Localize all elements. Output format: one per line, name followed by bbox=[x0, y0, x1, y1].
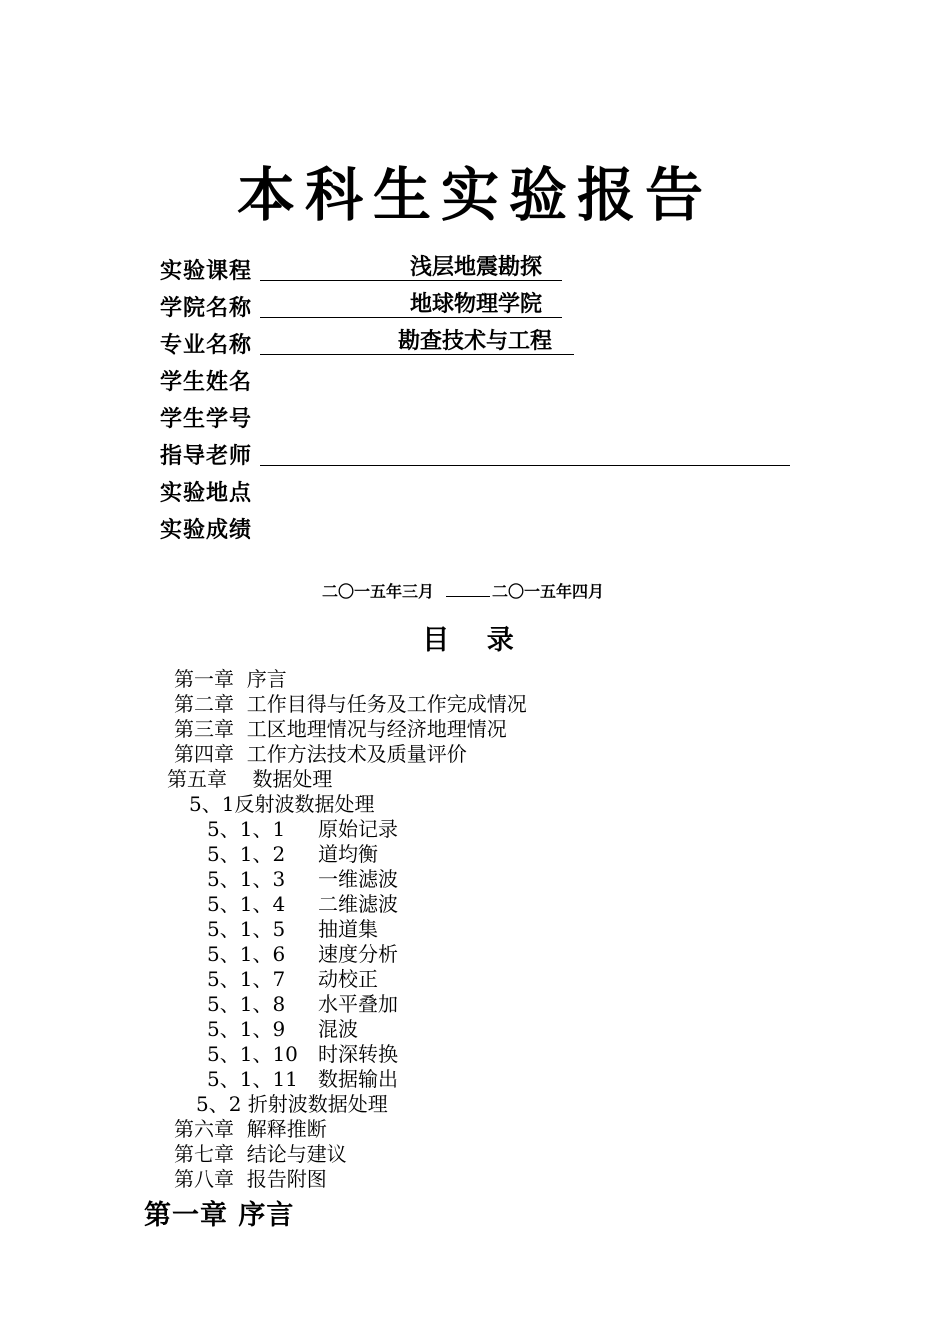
toc-item-number: 5、1、4 bbox=[207, 892, 286, 916]
field-course bbox=[160, 254, 543, 290]
toc-item[interactable] bbox=[207, 1067, 398, 1092]
toc-item[interactable] bbox=[207, 817, 398, 842]
field-label: 学生学号 bbox=[160, 407, 253, 432]
toc-item-text: 数据输出 bbox=[318, 1067, 398, 1091]
toc-item-number: 5、1 bbox=[189, 792, 235, 816]
toc-item-number: 5、1、9 bbox=[207, 1017, 286, 1041]
toc-item-text: 混波 bbox=[318, 1017, 358, 1041]
toc-item-text: 工作方法技术及质量评价 bbox=[246, 742, 467, 766]
field-label: 实验课程 bbox=[160, 259, 253, 284]
field-underline bbox=[260, 328, 574, 355]
toc-item[interactable] bbox=[189, 792, 374, 817]
toc-item-number: 第四章 bbox=[174, 742, 234, 766]
toc-item-text: 数据处理 bbox=[252, 767, 333, 791]
toc-item[interactable] bbox=[207, 892, 398, 917]
chapter-1-heading: 第一章 序言 bbox=[144, 1200, 295, 1231]
field-student-id bbox=[160, 402, 252, 438]
field-major bbox=[160, 328, 553, 364]
toc-item[interactable] bbox=[174, 1142, 347, 1167]
field-value: 地球物理学院 bbox=[410, 292, 543, 317]
toc-item-text: 原始记录 bbox=[318, 817, 398, 841]
period-end: 二〇一五年四月 bbox=[492, 582, 605, 601]
toc-item[interactable] bbox=[207, 1042, 398, 1067]
toc-item[interactable] bbox=[167, 767, 332, 792]
experiment-period bbox=[322, 580, 604, 604]
toc-item-number: 第八章 bbox=[174, 1167, 234, 1191]
toc-item-number: 5、1、11 bbox=[207, 1067, 298, 1091]
field-label: 专业名称 bbox=[160, 333, 253, 358]
report-title: 本科生实验报告 bbox=[236, 161, 713, 229]
toc-item[interactable] bbox=[174, 717, 507, 742]
toc-item-number: 第五章 bbox=[167, 767, 227, 791]
toc-item[interactable] bbox=[174, 1167, 327, 1192]
toc-item-number: 5、1、7 bbox=[207, 967, 286, 991]
toc-item-text: 解释推断 bbox=[246, 1117, 327, 1141]
toc-item-text: 工作目得与任务及工作完成情况 bbox=[246, 692, 527, 716]
toc-item-text: 反射波数据处理 bbox=[234, 792, 375, 816]
toc-item[interactable] bbox=[174, 667, 287, 692]
toc-item-text: 动校正 bbox=[318, 967, 378, 991]
toc-item-text: 折射波数据处理 bbox=[247, 1092, 388, 1116]
toc-item-text: 抽道集 bbox=[318, 917, 378, 941]
toc-item-number: 5、2 bbox=[196, 1092, 242, 1116]
field-grade bbox=[160, 513, 252, 549]
toc-item-number: 5、1、5 bbox=[207, 917, 286, 941]
field-label: 指导老师 bbox=[160, 444, 253, 469]
toc-item-number: 5、1、1 bbox=[207, 817, 286, 841]
field-value: 勘查技术与工程 bbox=[398, 329, 553, 354]
toc-item-text: 结论与建议 bbox=[246, 1142, 347, 1166]
toc-item[interactable] bbox=[174, 1117, 327, 1142]
toc-item-number: 第三章 bbox=[174, 717, 234, 741]
field-advisor bbox=[160, 439, 252, 475]
toc-heading: 目 录 bbox=[422, 625, 528, 656]
field-underline bbox=[260, 291, 562, 318]
field-value: 浅层地震勘探 bbox=[410, 255, 543, 280]
toc-item-text: 工区地理情况与经济地理情况 bbox=[246, 717, 507, 741]
toc-item-text: 一维滤波 bbox=[318, 867, 398, 891]
field-student-name bbox=[160, 365, 252, 401]
field-label: 实验成绩 bbox=[160, 518, 253, 543]
field-underline bbox=[260, 439, 790, 466]
toc-item[interactable] bbox=[174, 692, 527, 717]
toc-item[interactable] bbox=[207, 842, 378, 867]
field-underline bbox=[260, 254, 562, 281]
toc-item-number: 5、1、3 bbox=[207, 867, 286, 891]
toc-item-number: 5、1、2 bbox=[207, 842, 286, 866]
period-separator bbox=[446, 582, 490, 597]
field-label: 学生姓名 bbox=[160, 370, 253, 395]
toc-item-text: 速度分析 bbox=[318, 942, 398, 966]
field-label: 学院名称 bbox=[160, 296, 253, 321]
toc-item-text: 报告附图 bbox=[246, 1167, 327, 1191]
toc-item[interactable] bbox=[207, 867, 398, 892]
toc-item[interactable] bbox=[207, 942, 398, 967]
toc-item-text: 时深转换 bbox=[318, 1042, 398, 1066]
toc-item[interactable] bbox=[207, 917, 378, 942]
period-start: 二〇一五年三月 bbox=[322, 582, 435, 601]
toc-item-number: 第二章 bbox=[174, 692, 234, 716]
toc-item-number: 第六章 bbox=[174, 1117, 234, 1141]
field-label: 实验地点 bbox=[160, 481, 253, 506]
toc-item[interactable] bbox=[196, 1092, 388, 1117]
toc-item-number: 第一章 bbox=[174, 667, 234, 691]
toc-item[interactable] bbox=[174, 742, 467, 767]
toc-item-text: 道均衡 bbox=[318, 842, 378, 866]
toc-item-text: 序言 bbox=[246, 667, 287, 691]
toc-item-number: 第七章 bbox=[174, 1142, 234, 1166]
toc-item-number: 5、1、10 bbox=[207, 1042, 298, 1066]
toc-item-number: 5、1、6 bbox=[207, 942, 286, 966]
toc-item[interactable] bbox=[207, 967, 378, 992]
toc-item-text: 二维滤波 bbox=[318, 892, 398, 916]
toc-item-text: 水平叠加 bbox=[318, 992, 398, 1016]
toc-item[interactable] bbox=[207, 1017, 358, 1042]
field-college bbox=[160, 291, 543, 327]
toc-item[interactable] bbox=[207, 992, 398, 1017]
toc-item-number: 5、1、8 bbox=[207, 992, 286, 1016]
field-location bbox=[160, 476, 252, 512]
